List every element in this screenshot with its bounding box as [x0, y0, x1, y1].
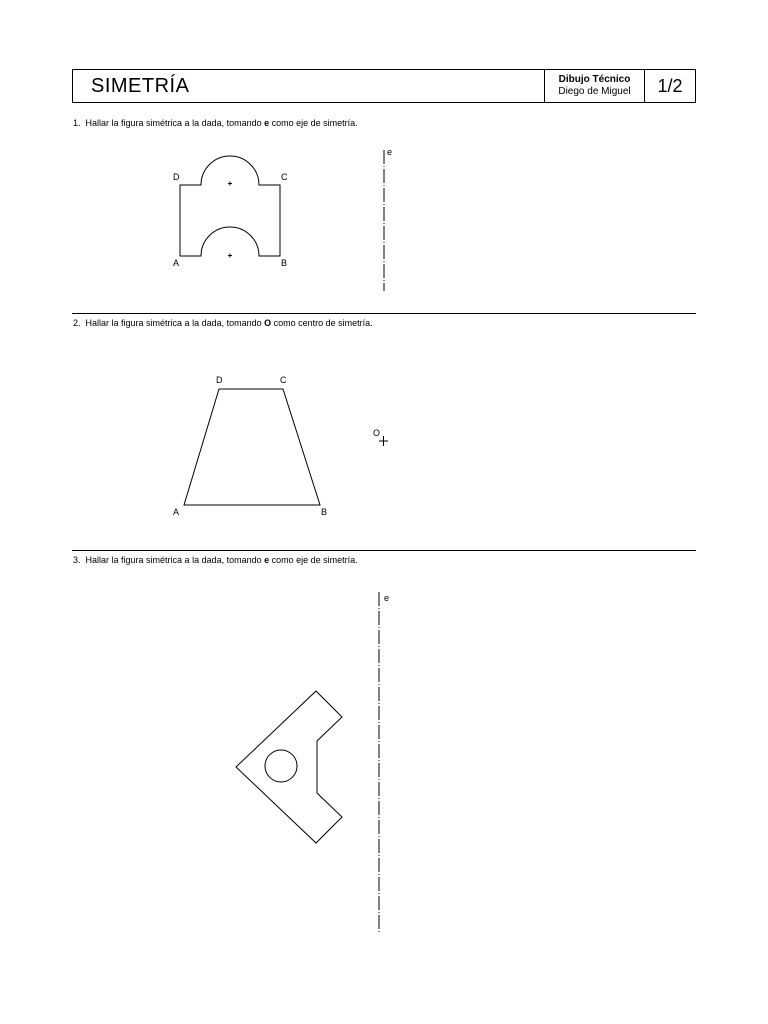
- exercise-text-end: como eje de simetría.: [269, 118, 358, 128]
- subject-label: Dibujo Técnico: [558, 74, 631, 85]
- exercise-number: 1.: [73, 118, 81, 128]
- exercise-text-end: como eje de simetría.: [269, 555, 358, 565]
- fig1-label-c: C: [281, 172, 288, 182]
- exercise-text: Hallar la figura simétrica a la dada, tomando: [85, 118, 265, 128]
- fig2-label-c: C: [280, 375, 287, 385]
- fig1-label-d: D: [173, 172, 180, 182]
- fig2-center-label: O: [373, 428, 381, 438]
- exercise-number: 3.: [73, 555, 81, 565]
- exercise-key: O: [264, 318, 272, 328]
- fig2-label-d: D: [216, 375, 223, 385]
- exercise-text: Hallar la figura simétrica a la dada, tomando: [85, 555, 265, 565]
- figure-3-hole: [265, 750, 297, 782]
- fig1-axis-label: e: [387, 147, 393, 157]
- fig1-label-a: A: [173, 258, 180, 268]
- fig2-label-a: A: [173, 507, 180, 517]
- fig3-axis-label: e: [384, 593, 390, 603]
- page-number: 1/2: [644, 70, 695, 102]
- author-name: Diego de Miguel: [558, 86, 631, 97]
- fig1-label-b: B: [281, 258, 288, 268]
- figure-2-trapezoid: [184, 389, 320, 505]
- figure-3-plate: [236, 691, 342, 843]
- page-title: SIMETRÍA: [91, 74, 190, 97]
- figure-1-outline: [180, 156, 280, 256]
- fig2-label-b: B: [321, 507, 328, 517]
- exercise-number: 2.: [73, 318, 81, 328]
- exercise-key: e: [264, 555, 270, 565]
- exercise-key: e: [264, 118, 270, 128]
- exercise-text-end: como centro de simetría.: [271, 318, 373, 328]
- exercise-text: Hallar la figura simétrica a la dada, tomando: [85, 318, 265, 328]
